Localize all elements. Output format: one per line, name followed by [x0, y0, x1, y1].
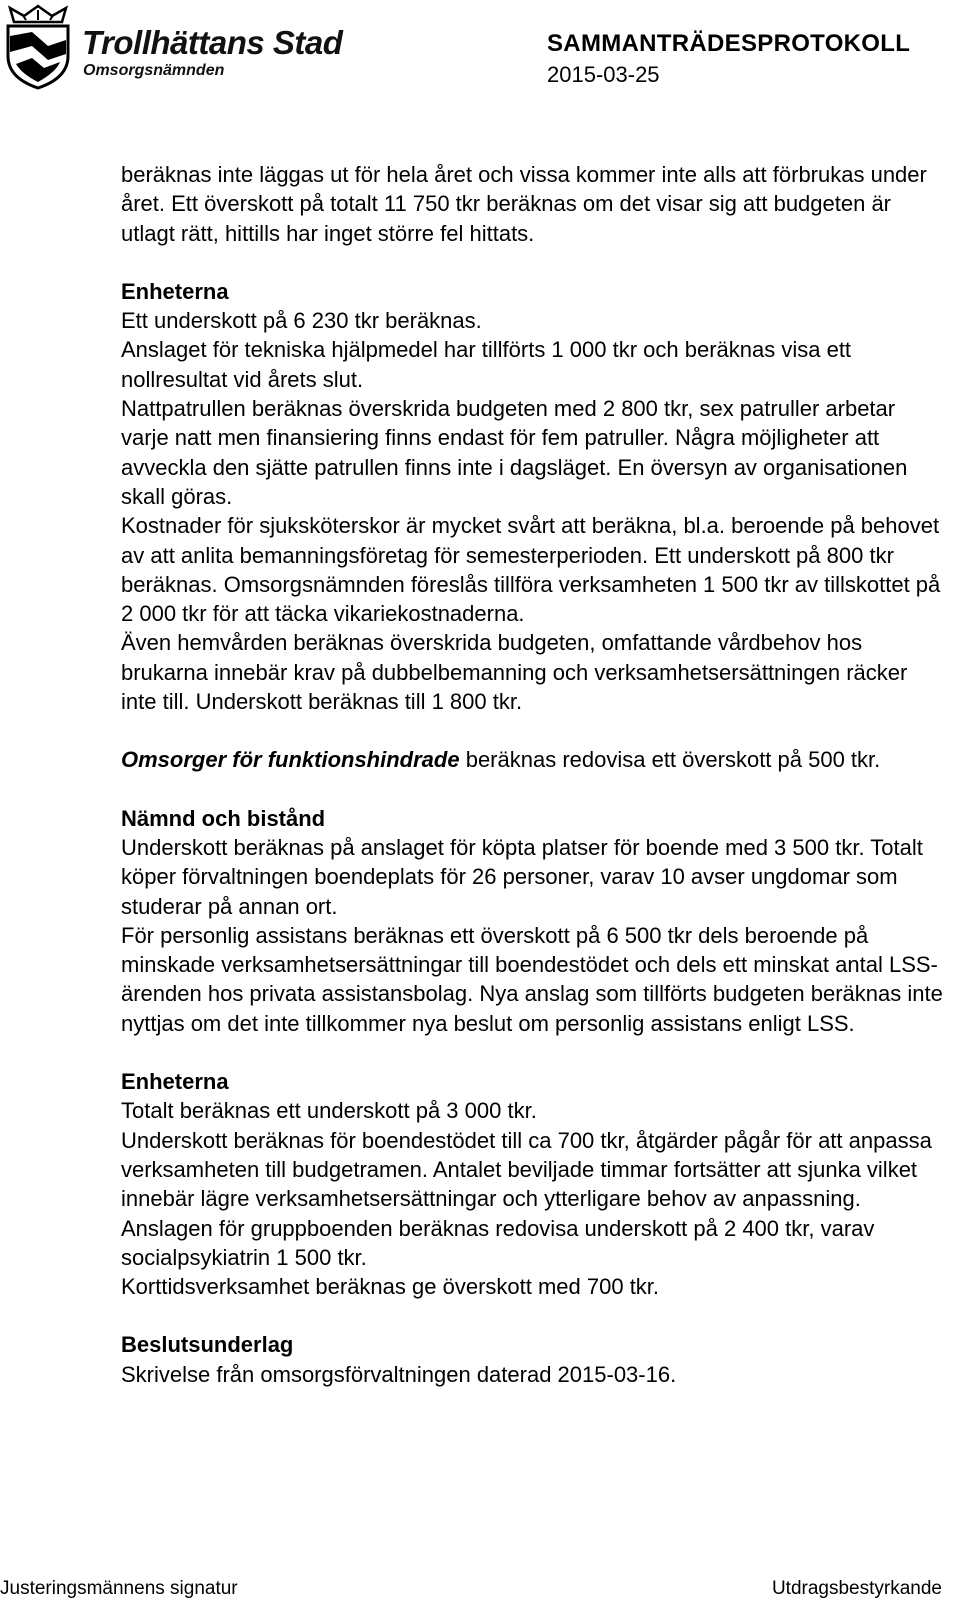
document-type: SAMMANTRÄDESPROTOKOLL [547, 30, 911, 57]
paragraph: Underskott beräknas för boendestödet till ca 700 tkr, åtgärder pågår för att anpassa verksamheten till budgetramen. Antalet beviljade timmar fortsätter att sjunka vilket innebär lägre verksamhetsersättningar och ytterligare behov av anpassning. [121, 1127, 932, 1212]
paragraph: beräknas inte läggas ut för hela året och vissa kommer inte alls att förbrukas under året. Ett överskott på totalt 11 750 tkr beräknas om det visar sig att budgeten är utlagt rätt, hittills har inget större fel hittats. [121, 162, 927, 246]
paragraph: Anslagen för gruppboenden beräknas redovisa underskott på 2 400 tkr, varav socialpsykiatrin 1 500 tkr. [121, 1215, 875, 1270]
paragraph-text: beräknas redovisa ett överskott på 500 tkr. [459, 747, 881, 773]
paragraph: Nattpatrullen beräknas överskrida budgeten med 2 800 tkr, sex patruller arbetar varje natt men finansiering finns endast för fem patruller. Några möjligheter att avveckla den sjätte patrullen finns inte i dagsläget. En översyn av organisationen skall göras. [121, 396, 908, 509]
paragraph: Underskott beräknas på anslaget för köpta platser för boende med 3 500 tkr. Totalt köper förvaltningen boendeplats för 26 personer, varav 10 avser ungdomar som studerar på annan ort. [121, 834, 923, 919]
lead-phrase: Omsorger för funktionshindrade [121, 747, 460, 773]
paragraph [121, 745, 947, 774]
certification-label: Utdragsbestyrkande [771, 1578, 942, 1599]
signature-label: Justeringsmännens signatur [0, 1578, 238, 1599]
section-heading: Enheterna [121, 1069, 229, 1095]
paragraph: Även hemvården beräknas överskrida budgeten, omfattande vårdbehov hos brukarna innebär krav på dubbelbemanning och verksamhetsersättningen räcker inte till. Underskott beräknas till 1 800 tkr. [121, 630, 908, 715]
page-header [0, 0, 960, 100]
paragraph: För personlig assistans beräknas ett överskott på 6 500 tkr dels beroende på minskade verksamhetsersättningar till boendestödet och dels ett minskat antal LSS-ärenden hos privata assistansbolag. Nya anslag som tillförts budgeten beräknas inte nyttjas om det inte tillkommer nya beslut om personlig assistans enligt LSS. [121, 922, 943, 1036]
section-heading: Nämnd och bistånd [121, 805, 326, 831]
paragraph: Anslaget för tekniska hjälpmedel har tillförts 1 000 tkr och beräknas visa ett nollresultat vid årets slut. [121, 337, 852, 392]
document-date: 2015-03-25 [547, 62, 660, 87]
org-name: Trollhättans Stad [82, 24, 343, 61]
section-heading: Enheterna [121, 278, 229, 304]
section-heading: Beslutsunderlag [121, 1332, 294, 1358]
document-body [121, 160, 947, 1389]
paragraph: Kostnader för sjuksköterskor är mycket svårt att beräkna, bl.a. beroende på behovet av att anlita bemanningsföretag för semesterperioden. Ett underskott på 800 tkr beräknas. Omsorgsnämnden föreslås tillföra verksamheten 1 500 tkr av tillskottet på 2 000 tkr för att täcka vikariekostnaderna. [121, 513, 941, 627]
paragraph: Ett underskott på 6 230 tkr beräknas. [121, 308, 482, 334]
paragraph: Korttidsverksamhet beräknas ge överskott med 700 tkr. [121, 1274, 660, 1300]
org-unit: Omsorgsnämnden [83, 62, 225, 79]
paragraph: Totalt beräknas ett underskott på 3 000 tkr. [121, 1098, 537, 1124]
city-crest-icon [2, 2, 74, 90]
paragraph: Skrivelse från omsorgsförvaltningen daterad 2015-03-16. [121, 1361, 677, 1387]
